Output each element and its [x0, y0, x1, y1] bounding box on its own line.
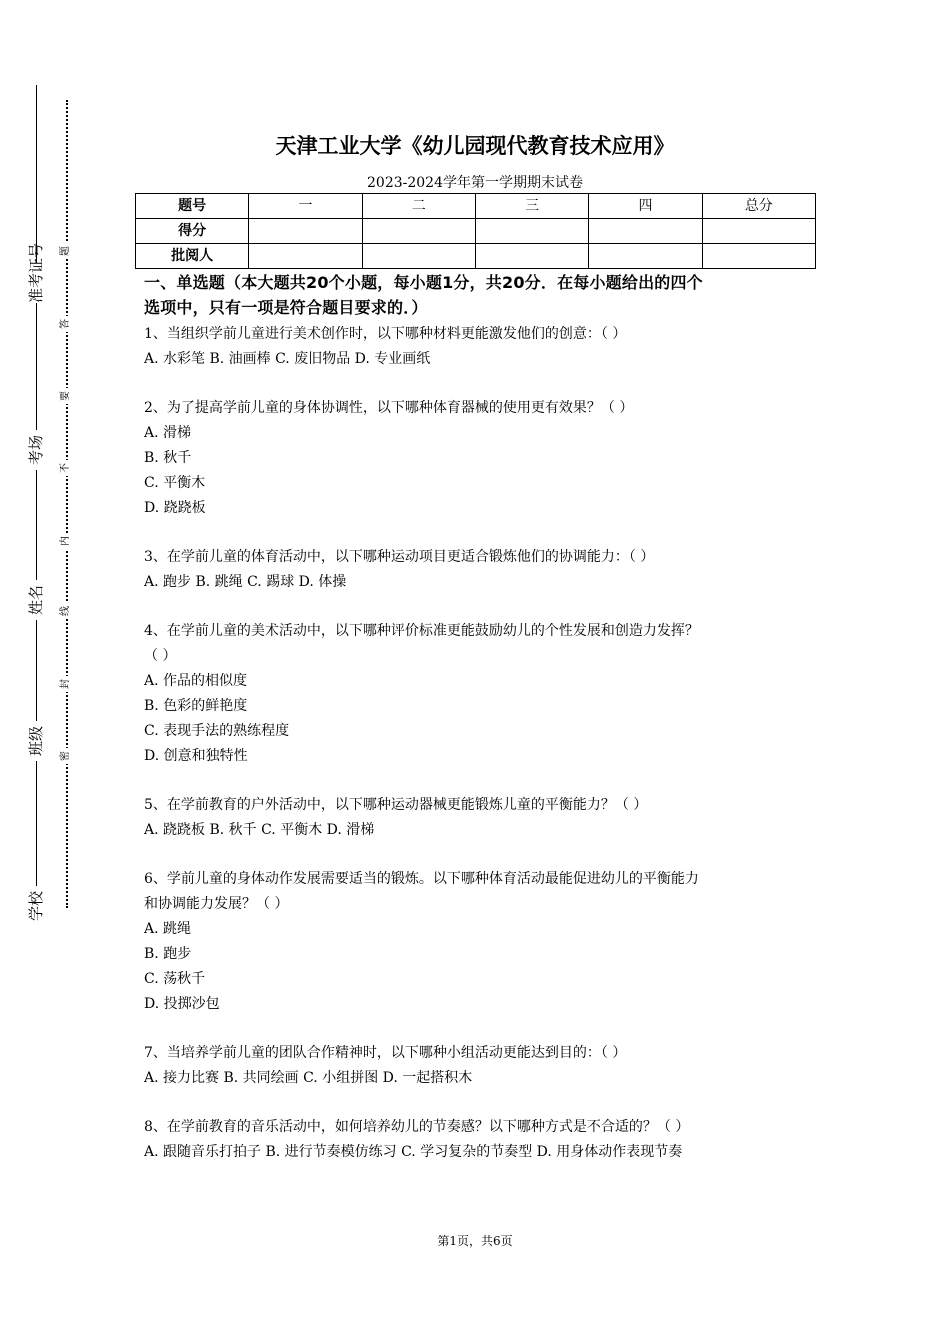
question-option: C. 平衡木: [144, 475, 206, 491]
question-options: A. 跷跷板 B. 秋千 C. 平衡木 D. 滑梯: [144, 822, 375, 838]
exam-content: [144, 270, 816, 1189]
score-cell: 四: [589, 194, 702, 219]
question-option: D. 跷跷板: [144, 500, 206, 516]
question-option: B. 色彩的鲜艳度: [144, 698, 248, 714]
question-2: [144, 396, 816, 521]
field-exam-room-label: 考场: [28, 430, 44, 470]
question-stem: 6、学前儿童的身体动作发展需要适当的锻炼。以下哪种体育活动最能促进幼儿的平衡能力: [144, 871, 699, 887]
question-7: [144, 1041, 816, 1091]
question-option: B. 跑步: [144, 946, 192, 962]
question-option: D. 投掷沙包: [144, 996, 220, 1012]
question-stem: 4、在学前儿童的美术活动中，以下哪种评价标准更能鼓励幼儿的个性发展和创造力发挥？: [144, 623, 699, 639]
grader-input-cell[interactable]: [702, 244, 815, 269]
score-table: [135, 193, 816, 269]
score-cell: 一: [249, 194, 362, 219]
question-option: A. 滑梯: [144, 425, 192, 441]
grader-input-cell[interactable]: [475, 244, 588, 269]
seal-char-7: 封: [60, 676, 72, 692]
question-option: B. 秋千: [144, 450, 192, 466]
score-input-cell[interactable]: [249, 219, 362, 244]
question-3: [144, 545, 816, 595]
exam-title: 天津工业大学《幼儿园现代教育技术应用》: [275, 134, 675, 158]
question-stem: 8、在学前教育的音乐活动中，如何培养幼儿的节奏感？以下哪种方式是不合适的？（ ）: [144, 1119, 690, 1135]
field-name-label: 姓名: [28, 580, 44, 620]
question-5: [144, 793, 816, 843]
question-stem: 2、为了提高学前儿童的身体协调性，以下哪种体育器械的使用更有效果？（ ）: [144, 400, 634, 416]
question-option: D. 创意和独特性: [144, 748, 248, 764]
field-school-label: 学校: [28, 886, 44, 926]
question-options: A. 跑步 B. 跳绳 C. 踢球 D. 体操: [144, 574, 347, 590]
score-table-score-row: [136, 219, 816, 244]
score-input-cell[interactable]: [362, 219, 475, 244]
question-options: A. 水彩笔 B. 油画棒 C. 废旧物品 D. 专业画纸: [144, 351, 431, 367]
page-number: 第1页，共6页: [437, 1234, 513, 1248]
grader-input-cell[interactable]: [249, 244, 362, 269]
question-stem: 5、在学前教育的户外活动中，以下哪种运动器械更能锻炼儿童的平衡能力？（ ）: [144, 797, 648, 813]
seal-char-2: 答: [60, 316, 72, 332]
question-option: C. 表现手法的熟练程度: [144, 723, 290, 739]
score-table-header-row: [136, 194, 816, 219]
score-cell: 批阅人: [136, 244, 249, 269]
field-class-label: 班级: [28, 721, 44, 761]
question-6: [144, 867, 816, 1017]
score-input-cell[interactable]: [475, 219, 588, 244]
question-8: [144, 1115, 816, 1165]
score-cell: 总分: [702, 194, 815, 219]
section-heading-line: 选项中，只有一项是符合题目要求的．）: [144, 298, 428, 317]
score-cell: 二: [362, 194, 475, 219]
question-stem: 和协调能力发展？（ ）: [144, 896, 289, 912]
question-options: A. 跟随音乐打拍子 B. 进行节奏模仿练习 C. 学习复杂的节奏型 D. 用身体动作表现节奏: [144, 1144, 683, 1160]
seal-char-4: 不: [60, 460, 72, 476]
score-table-grader-row: [136, 244, 816, 269]
seal-char-6: 线: [60, 603, 72, 619]
question-stem: 3、在学前儿童的体育活动中，以下哪种运动项目更适合锻炼他们的协调能力：（ ）: [144, 549, 655, 565]
grader-input-cell[interactable]: [362, 244, 475, 269]
question-options: A. 接力比赛 B. 共同绘画 C. 小组拼图 D. 一起搭积木: [144, 1070, 473, 1086]
score-cell: 得分: [136, 219, 249, 244]
score-cell: 题号: [136, 194, 249, 219]
section-heading: [144, 270, 816, 320]
score-input-cell[interactable]: [702, 219, 815, 244]
question-4: [144, 619, 816, 769]
grader-input-cell[interactable]: [589, 244, 702, 269]
seal-char-3: 要: [60, 388, 72, 404]
question-option: A. 作品的相似度: [144, 673, 248, 689]
score-input-cell[interactable]: [589, 219, 702, 244]
question-option: C. 荡秋千: [144, 971, 206, 987]
seal-char-8: 密: [60, 748, 72, 764]
seal-char-5: 内: [60, 533, 72, 549]
seal-char-1: 题: [60, 243, 72, 259]
question-option: A. 跳绳: [144, 921, 192, 937]
section-heading-line: 一、单选题（本大题共20个小题，每小题1分，共20分．在每小题给出的四个: [144, 273, 703, 292]
exam-subtitle: 2023-2024学年第一学期期末试卷: [367, 175, 583, 191]
binding-solid-line: [36, 85, 37, 915]
score-cell: 三: [475, 194, 588, 219]
question-stem: 7、当培养学前儿童的团队合作精神时，以下哪种小组活动更能达到目的：（ ）: [144, 1045, 627, 1061]
field-exam-id-label: 准考证号: [27, 242, 45, 303]
question-stem: （ ）: [144, 648, 177, 664]
question-1: [144, 322, 816, 372]
seal-dotted-line: [66, 100, 68, 908]
question-stem: 1、当组织学前儿童进行美术创作时，以下哪种材料更能激发他们的创意：（ ）: [144, 326, 627, 342]
